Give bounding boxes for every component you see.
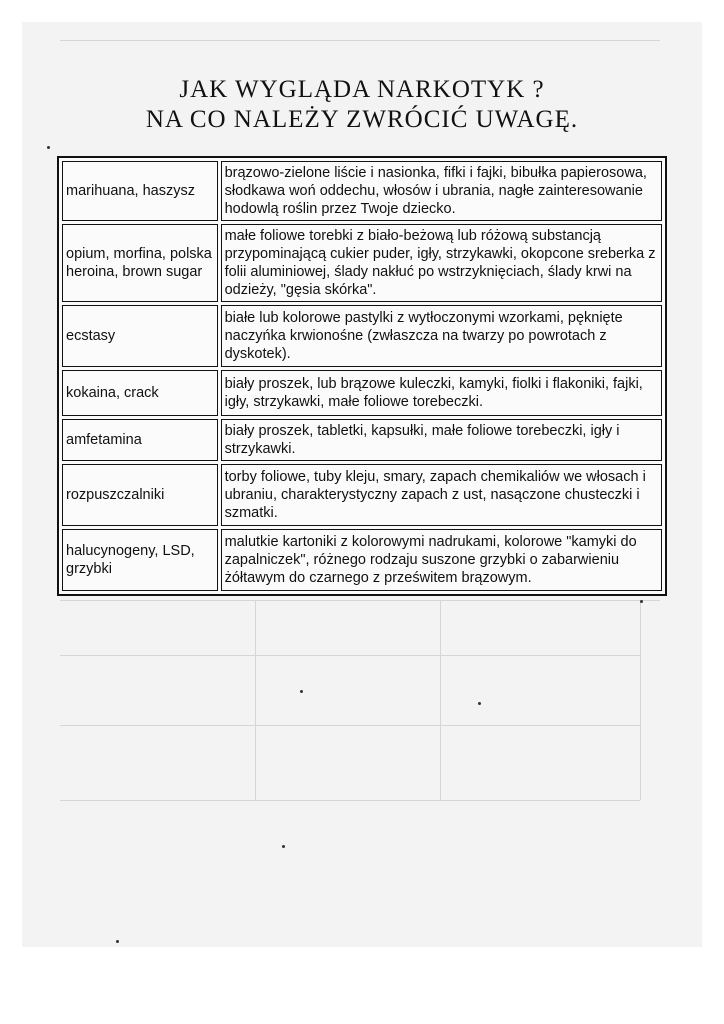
show-through-line [440, 600, 441, 800]
show-through-line [60, 40, 660, 41]
drug-signs-cell: brązowo-zielone liście i nasionka, fifki i fajki, bibułka papierosowa, słodkawa woń oddechu, włosów i ubrania, nagłe zainteresowanie hodowlą roślin przez Twoje dziecko. [221, 161, 662, 221]
drug-signs-cell: białe lub kolorowe pastylki z wytłoczonymi wzorkami, pęknięte naczyńka krwionośne (zwłaszcza na twarzy po powrotach z dyskotek). [221, 305, 662, 367]
scan-speck [640, 600, 643, 603]
show-through-line [60, 600, 660, 601]
show-through-line [60, 800, 640, 801]
scan-speck [282, 845, 285, 848]
table-row [62, 224, 662, 302]
show-through-line [60, 655, 640, 656]
drug-signs-cell: malutkie kartoniki z kolorowymi nadrukami, kolorowe "kamyki do zapalniczek", różnego rodzaju suszone grzybki o zabarwieniu żółtawym do czarnego z prześwitem brązowym. [221, 529, 662, 591]
drug-name-cell: marihuana, haszysz [62, 161, 218, 221]
drug-signs-cell: biały proszek, lub brązowe kuleczki, kamyki, fiolki i flakoniki, fajki, igły, strzykawki, małe foliowe torebeczki. [221, 370, 662, 416]
table-row [62, 464, 662, 526]
scan-speck [47, 146, 50, 149]
scan-speck [116, 940, 119, 943]
drug-name-cell: ecstasy [62, 305, 218, 367]
show-through-line [255, 600, 256, 800]
scan-speck [300, 690, 303, 693]
table-row [62, 529, 662, 591]
drug-signs-cell: biały proszek, tabletki, kapsułki, małe foliowe torebeczki, igły i strzykawki. [221, 419, 662, 461]
drug-name-cell: kokaina, crack [62, 370, 218, 416]
page-title-line-2: NA CO NALEŻY ZWRÓCIĆ UWAGĘ. [145, 106, 579, 133]
show-through-line [60, 725, 640, 726]
scan-speck [478, 702, 481, 705]
drug-signs-cell: torby foliowe, tuby kleju, smary, zapach chemikaliów we włosach i ubraniu, charakterystyczny zapach z ust, nasączone chusteczki i szmatki. [221, 464, 662, 526]
table-row [62, 161, 662, 221]
show-through-line [640, 600, 641, 800]
table-row [62, 370, 662, 416]
table-row [62, 419, 662, 461]
drug-name-cell: rozpuszczalniki [62, 464, 218, 526]
page-title-line-1: JAK WYGLĄDA NARKOTYK ? [179, 76, 545, 103]
drug-signs-cell: małe foliowe torebki z biało-beżową lub różową substancją przypominającą cukier puder, igły, strzykawki, okopcone sreberka z folii aluminiowej, ślady nakłuć po wstrzyknięciach, ślady krwi na odzieży, "gęsia skórka". [221, 224, 662, 302]
table-row [62, 305, 662, 367]
drug-name-cell: amfetamina [62, 419, 218, 461]
drug-name-cell: opium, morfina, polska heroina, brown sugar [62, 224, 218, 302]
drug-signs-table [57, 156, 667, 596]
drug-name-cell: halucynogeny, LSD, grzybki [62, 529, 218, 591]
